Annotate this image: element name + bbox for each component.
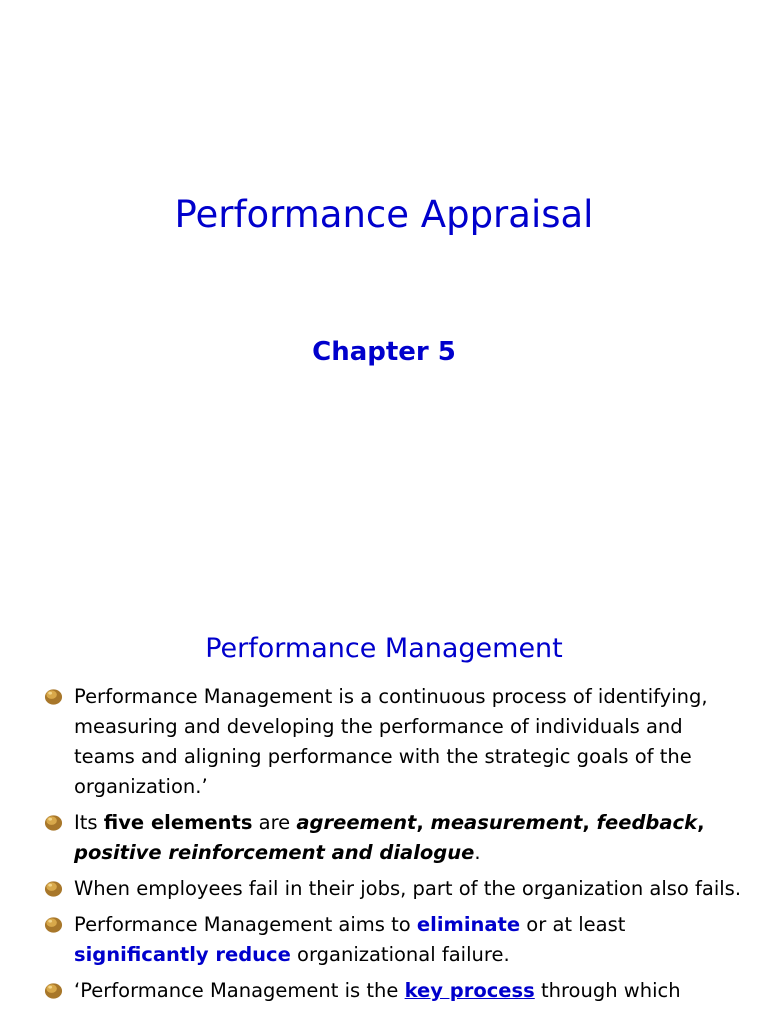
gold-nugget-bullet-icon: [44, 687, 63, 706]
bullet-text-bold-italic: agreement: [296, 811, 417, 834]
bullet-text-part: .: [474, 841, 481, 864]
bullet-text-highlight: significantly reduce: [74, 943, 291, 966]
bullet-text-part: Its: [74, 811, 104, 834]
slide-1-subtitle: Chapter 5: [312, 337, 456, 367]
bullet-text-highlight: eliminate: [416, 913, 521, 936]
bullet-list: [44, 682, 744, 1012]
bullet-text-bold-italic: feedback: [596, 811, 698, 834]
bullet-item: [44, 910, 744, 970]
slide-1-title: Performance Appraisal: [174, 193, 594, 236]
bullet-text: Performance Management is a continuous process of identifying, measuring and developing the performance of individuals and teams and aligning performance with the strategic goals of the organization.’: [74, 685, 708, 798]
bullet-text-bold-italic: positive reinforcement and dialogue: [74, 841, 475, 864]
bullet-item: [44, 874, 744, 904]
bullet-text: When employees fail in their jobs, part of the organization also fails.: [74, 877, 742, 900]
gold-nugget-bullet-icon: [44, 981, 63, 1000]
gold-nugget-bullet-icon: [44, 813, 63, 832]
bullet-text-highlight[interactable]: key process: [404, 979, 535, 1002]
bullet-text-part: ‘Performance Management is the: [74, 979, 405, 1002]
bullet-item: [44, 976, 744, 1006]
gold-nugget-bullet-icon: [44, 915, 63, 934]
bullet-text-bold-italic: measurement: [430, 811, 583, 834]
gold-nugget-bullet-icon: [44, 879, 63, 898]
bullet-text-part: through which: [534, 979, 681, 1002]
bullet-text-bold: five elements: [103, 811, 253, 834]
bullet-text-bold: ,: [697, 811, 705, 834]
bullet-text-part: organizational failure.: [290, 943, 510, 966]
bullet-text-part: or at least: [520, 913, 626, 936]
slide-2-title: Performance Management: [205, 633, 563, 664]
bullet-text-bold: ,: [582, 811, 597, 834]
bullet-item: [44, 808, 744, 868]
bullet-item: [44, 682, 744, 802]
bullet-text-part: are: [252, 811, 297, 834]
bullet-text-part: Performance Management aims to: [74, 913, 417, 936]
bullet-text-bold: ,: [416, 811, 431, 834]
